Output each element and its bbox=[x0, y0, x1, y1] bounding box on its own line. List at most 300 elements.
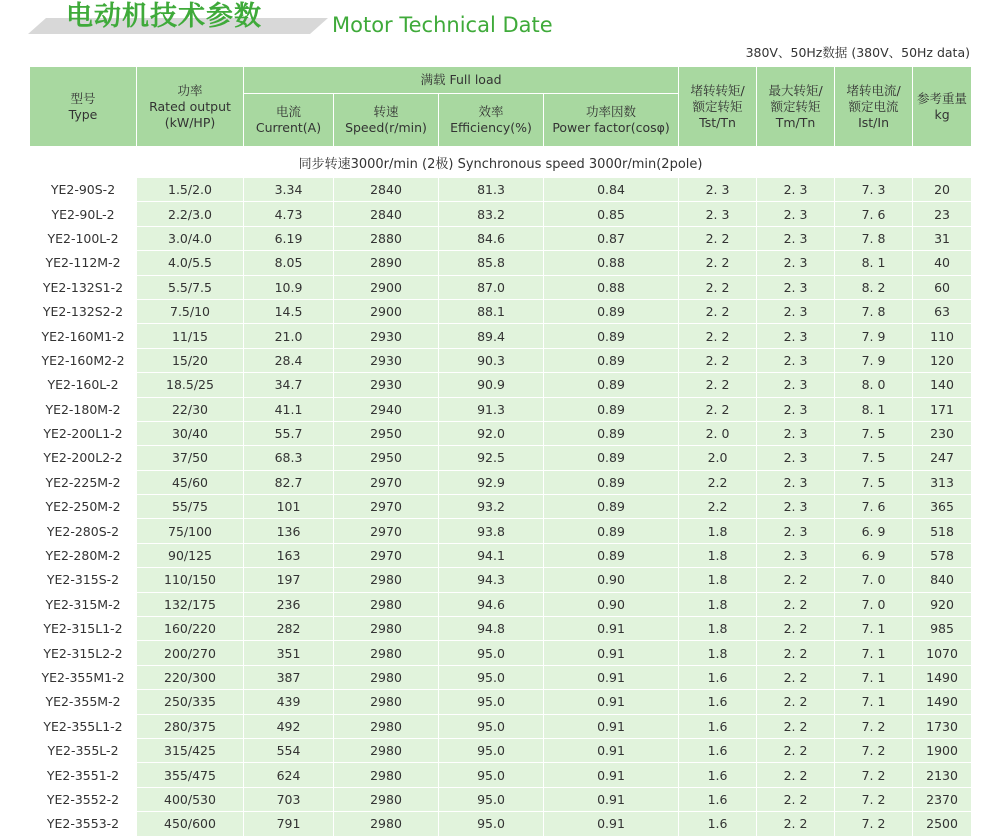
cell-tst-tn: 2. 0 bbox=[679, 421, 757, 445]
cell-tm-tn: 2. 3 bbox=[757, 251, 835, 275]
cell-power-factor: 0.91 bbox=[544, 738, 679, 762]
cell-speed: 2980 bbox=[334, 568, 439, 592]
cell-efficiency: 85.8 bbox=[439, 251, 544, 275]
cell-ist-in: 7. 2 bbox=[835, 763, 913, 787]
cell-speed: 2970 bbox=[334, 543, 439, 567]
cell-speed: 2930 bbox=[334, 324, 439, 348]
cell-weight: 1900 bbox=[913, 738, 972, 762]
cell-type: YE2-180M-2 bbox=[30, 397, 137, 421]
cell-power-factor: 0.91 bbox=[544, 787, 679, 811]
table-row bbox=[30, 178, 972, 202]
cell-current: 41.1 bbox=[244, 397, 334, 421]
table-row bbox=[30, 446, 972, 470]
cell-weight: 578 bbox=[913, 543, 972, 567]
cell-weight: 985 bbox=[913, 617, 972, 641]
motor-spec-table bbox=[29, 66, 972, 837]
cell-speed: 2970 bbox=[334, 519, 439, 543]
cell-ist-in: 7. 1 bbox=[835, 690, 913, 714]
cell-power-factor: 0.89 bbox=[544, 373, 679, 397]
cell-ist-in: 7. 2 bbox=[835, 812, 913, 836]
cell-tm-tn: 2. 3 bbox=[757, 275, 835, 299]
cell-type: YE2-225M-2 bbox=[30, 470, 137, 494]
data-condition-note: 380V、50Hz数据 (380V、50Hz data) bbox=[745, 45, 970, 60]
col-header-current: 电流 Current(A) bbox=[244, 94, 334, 147]
cell-type: YE2-90L-2 bbox=[30, 202, 137, 226]
cell-weight: 230 bbox=[913, 421, 972, 445]
cell-power-factor: 0.85 bbox=[544, 202, 679, 226]
cell-efficiency: 95.0 bbox=[439, 812, 544, 836]
cell-ist-in: 7. 5 bbox=[835, 470, 913, 494]
cell-power: 15/20 bbox=[137, 348, 244, 372]
cell-weight: 920 bbox=[913, 592, 972, 616]
cell-current: 68.3 bbox=[244, 446, 334, 470]
col-header-efficiency: 效率 Efficiency(%) bbox=[439, 94, 544, 147]
cell-tm-tn: 2. 2 bbox=[757, 665, 835, 689]
cell-weight: 2130 bbox=[913, 763, 972, 787]
cell-tm-tn: 2. 3 bbox=[757, 421, 835, 445]
cell-efficiency: 95.0 bbox=[439, 690, 544, 714]
page-title-cn: 电动机技术参数 bbox=[66, 1, 262, 32]
cell-ist-in: 8. 0 bbox=[835, 373, 913, 397]
table-row bbox=[30, 812, 972, 836]
cell-current: 197 bbox=[244, 568, 334, 592]
cell-weight: 2500 bbox=[913, 812, 972, 836]
cell-efficiency: 95.0 bbox=[439, 714, 544, 738]
cell-type: YE2-355L-2 bbox=[30, 738, 137, 762]
cell-type: YE2-280M-2 bbox=[30, 543, 137, 567]
page-title-en: Motor Technical Date bbox=[332, 13, 553, 37]
cell-power-factor: 0.88 bbox=[544, 275, 679, 299]
table-row bbox=[30, 202, 972, 226]
cell-power: 1.5/2.0 bbox=[137, 178, 244, 202]
cell-efficiency: 95.0 bbox=[439, 641, 544, 665]
cell-tm-tn: 2. 2 bbox=[757, 763, 835, 787]
cell-current: 282 bbox=[244, 617, 334, 641]
cell-efficiency: 95.0 bbox=[439, 787, 544, 811]
cell-tst-tn: 1.8 bbox=[679, 617, 757, 641]
cell-power: 7.5/10 bbox=[137, 299, 244, 323]
table-row bbox=[30, 665, 972, 689]
cell-weight: 313 bbox=[913, 470, 972, 494]
cell-speed: 2880 bbox=[334, 226, 439, 250]
cell-power-factor: 0.89 bbox=[544, 299, 679, 323]
cell-speed: 2980 bbox=[334, 714, 439, 738]
table-row bbox=[30, 226, 972, 250]
cell-power: 200/270 bbox=[137, 641, 244, 665]
cell-speed: 2840 bbox=[334, 178, 439, 202]
cell-ist-in: 8. 2 bbox=[835, 275, 913, 299]
cell-speed: 2930 bbox=[334, 348, 439, 372]
cell-power: 75/100 bbox=[137, 519, 244, 543]
cell-type: YE2-200L1-2 bbox=[30, 421, 137, 445]
cell-weight: 247 bbox=[913, 446, 972, 470]
cell-power-factor: 0.90 bbox=[544, 568, 679, 592]
cell-power-factor: 0.91 bbox=[544, 812, 679, 836]
cell-tm-tn: 2. 2 bbox=[757, 787, 835, 811]
cell-tm-tn: 2. 3 bbox=[757, 446, 835, 470]
cell-power: 280/375 bbox=[137, 714, 244, 738]
cell-ist-in: 6. 9 bbox=[835, 519, 913, 543]
cell-type: YE2-112M-2 bbox=[30, 251, 137, 275]
cell-speed: 2900 bbox=[334, 275, 439, 299]
cell-tst-tn: 2. 2 bbox=[679, 373, 757, 397]
cell-ist-in: 7. 1 bbox=[835, 641, 913, 665]
table-row bbox=[30, 421, 972, 445]
cell-weight: 23 bbox=[913, 202, 972, 226]
cell-efficiency: 94.8 bbox=[439, 617, 544, 641]
col-header-tm: 最大转矩/ 额定转矩 Tm/Tn bbox=[757, 67, 835, 147]
cell-weight: 40 bbox=[913, 251, 972, 275]
cell-speed: 2970 bbox=[334, 470, 439, 494]
cell-tst-tn: 2. 2 bbox=[679, 226, 757, 250]
cell-tst-tn: 2.2 bbox=[679, 495, 757, 519]
cell-current: 3.34 bbox=[244, 178, 334, 202]
table-row bbox=[30, 690, 972, 714]
cell-weight: 140 bbox=[913, 373, 972, 397]
cell-speed: 2970 bbox=[334, 495, 439, 519]
cell-type: YE2-315S-2 bbox=[30, 568, 137, 592]
table-row bbox=[30, 543, 972, 567]
cell-efficiency: 94.1 bbox=[439, 543, 544, 567]
col-header-power: 功率 Rated output (kW/HP) bbox=[137, 67, 244, 147]
cell-ist-in: 7. 1 bbox=[835, 617, 913, 641]
table-row bbox=[30, 299, 972, 323]
cell-type: YE2-100L-2 bbox=[30, 226, 137, 250]
cell-power: 2.2/3.0 bbox=[137, 202, 244, 226]
cell-tm-tn: 2. 2 bbox=[757, 812, 835, 836]
cell-ist-in: 7. 9 bbox=[835, 324, 913, 348]
cell-type: YE2-90S-2 bbox=[30, 178, 137, 202]
cell-speed: 2980 bbox=[334, 641, 439, 665]
table-row bbox=[30, 641, 972, 665]
cell-weight: 20 bbox=[913, 178, 972, 202]
cell-type: YE2-160M1-2 bbox=[30, 324, 137, 348]
cell-weight: 1730 bbox=[913, 714, 972, 738]
cell-tm-tn: 2. 3 bbox=[757, 178, 835, 202]
cell-ist-in: 7. 0 bbox=[835, 568, 913, 592]
cell-current: 136 bbox=[244, 519, 334, 543]
cell-ist-in: 7. 5 bbox=[835, 421, 913, 445]
table-row bbox=[30, 763, 972, 787]
cell-current: 554 bbox=[244, 738, 334, 762]
cell-efficiency: 81.3 bbox=[439, 178, 544, 202]
cell-power-factor: 0.88 bbox=[544, 251, 679, 275]
cell-speed: 2980 bbox=[334, 812, 439, 836]
cell-weight: 1490 bbox=[913, 690, 972, 714]
cell-current: 791 bbox=[244, 812, 334, 836]
table-row bbox=[30, 275, 972, 299]
cell-ist-in: 7. 3 bbox=[835, 178, 913, 202]
cell-weight: 1070 bbox=[913, 641, 972, 665]
cell-power-factor: 0.91 bbox=[544, 641, 679, 665]
cell-type: YE2-315L1-2 bbox=[30, 617, 137, 641]
cell-power: 355/475 bbox=[137, 763, 244, 787]
cell-weight: 120 bbox=[913, 348, 972, 372]
table-row bbox=[30, 251, 972, 275]
cell-tst-tn: 1.6 bbox=[679, 812, 757, 836]
cell-ist-in: 7. 8 bbox=[835, 299, 913, 323]
cell-ist-in: 7. 1 bbox=[835, 665, 913, 689]
cell-ist-in: 7. 6 bbox=[835, 202, 913, 226]
cell-tm-tn: 2. 2 bbox=[757, 690, 835, 714]
cell-tm-tn: 2. 3 bbox=[757, 373, 835, 397]
cell-weight: 365 bbox=[913, 495, 972, 519]
cell-efficiency: 91.3 bbox=[439, 397, 544, 421]
cell-power: 11/15 bbox=[137, 324, 244, 348]
col-header-type: 型号 Type bbox=[30, 67, 137, 147]
cell-power-factor: 0.91 bbox=[544, 763, 679, 787]
cell-power-factor: 0.89 bbox=[544, 495, 679, 519]
cell-tm-tn: 2. 2 bbox=[757, 617, 835, 641]
cell-tst-tn: 2.2 bbox=[679, 470, 757, 494]
cell-power-factor: 0.87 bbox=[544, 226, 679, 250]
cell-power: 90/125 bbox=[137, 543, 244, 567]
cell-power-factor: 0.91 bbox=[544, 617, 679, 641]
cell-speed: 2890 bbox=[334, 251, 439, 275]
table-row bbox=[30, 738, 972, 762]
col-header-ist: 堵转电流/ 额定电流 Ist/In bbox=[835, 67, 913, 147]
cell-type: YE2-3552-2 bbox=[30, 787, 137, 811]
cell-current: 10.9 bbox=[244, 275, 334, 299]
col-header-full-load: 满载 Full load bbox=[244, 67, 679, 94]
cell-efficiency: 83.2 bbox=[439, 202, 544, 226]
cell-type: YE2-160M2-2 bbox=[30, 348, 137, 372]
cell-current: 703 bbox=[244, 787, 334, 811]
cell-efficiency: 90.3 bbox=[439, 348, 544, 372]
cell-weight: 110 bbox=[913, 324, 972, 348]
group-label: 同步转速3000r/min (2极) Synchronous speed 3000r/min(2pole) bbox=[30, 147, 972, 178]
cell-tm-tn: 2. 3 bbox=[757, 397, 835, 421]
table-row bbox=[30, 568, 972, 592]
cell-current: 4.73 bbox=[244, 202, 334, 226]
cell-power-factor: 0.91 bbox=[544, 714, 679, 738]
cell-power: 250/335 bbox=[137, 690, 244, 714]
cell-power-factor: 0.89 bbox=[544, 397, 679, 421]
table-row bbox=[30, 592, 972, 616]
cell-efficiency: 90.9 bbox=[439, 373, 544, 397]
cell-efficiency: 93.8 bbox=[439, 519, 544, 543]
cell-speed: 2900 bbox=[334, 299, 439, 323]
table-row bbox=[30, 470, 972, 494]
cell-speed: 2950 bbox=[334, 446, 439, 470]
cell-ist-in: 8. 1 bbox=[835, 397, 913, 421]
cell-ist-in: 6. 9 bbox=[835, 543, 913, 567]
cell-current: 101 bbox=[244, 495, 334, 519]
cell-efficiency: 92.0 bbox=[439, 421, 544, 445]
cell-tst-tn: 1.6 bbox=[679, 763, 757, 787]
cell-power-factor: 0.89 bbox=[544, 324, 679, 348]
cell-tst-tn: 1.8 bbox=[679, 568, 757, 592]
cell-speed: 2930 bbox=[334, 373, 439, 397]
cell-power-factor: 0.91 bbox=[544, 665, 679, 689]
cell-tm-tn: 2. 2 bbox=[757, 641, 835, 665]
cell-power: 18.5/25 bbox=[137, 373, 244, 397]
cell-power: 450/600 bbox=[137, 812, 244, 836]
cell-tm-tn: 2. 3 bbox=[757, 495, 835, 519]
table-row bbox=[30, 348, 972, 372]
cell-type: YE2-250M-2 bbox=[30, 495, 137, 519]
col-header-power-factor: 功率因数 Power factor(cosφ) bbox=[544, 94, 679, 147]
table-row bbox=[30, 714, 972, 738]
cell-current: 55.7 bbox=[244, 421, 334, 445]
cell-power: 400/530 bbox=[137, 787, 244, 811]
cell-efficiency: 95.0 bbox=[439, 763, 544, 787]
cell-power-factor: 0.91 bbox=[544, 690, 679, 714]
cell-efficiency: 95.0 bbox=[439, 665, 544, 689]
cell-type: YE2-315M-2 bbox=[30, 592, 137, 616]
cell-current: 28.4 bbox=[244, 348, 334, 372]
cell-tm-tn: 2. 3 bbox=[757, 348, 835, 372]
cell-tst-tn: 1.8 bbox=[679, 543, 757, 567]
cell-tm-tn: 2. 3 bbox=[757, 324, 835, 348]
cell-tst-tn: 1.6 bbox=[679, 787, 757, 811]
cell-weight: 1490 bbox=[913, 665, 972, 689]
cell-power: 220/300 bbox=[137, 665, 244, 689]
cell-tst-tn: 2. 2 bbox=[679, 299, 757, 323]
table-row bbox=[30, 397, 972, 421]
cell-tst-tn: 1.6 bbox=[679, 690, 757, 714]
cell-speed: 2980 bbox=[334, 787, 439, 811]
cell-power: 315/425 bbox=[137, 738, 244, 762]
table-row bbox=[30, 519, 972, 543]
cell-speed: 2980 bbox=[334, 617, 439, 641]
cell-type: YE2-132S2-2 bbox=[30, 299, 137, 323]
cell-ist-in: 7. 0 bbox=[835, 592, 913, 616]
cell-power-factor: 0.89 bbox=[544, 446, 679, 470]
cell-ist-in: 7. 6 bbox=[835, 495, 913, 519]
col-header-weight: 参考重量 kg bbox=[913, 67, 972, 147]
cell-current: 236 bbox=[244, 592, 334, 616]
cell-power-factor: 0.89 bbox=[544, 421, 679, 445]
cell-type: YE2-200L2-2 bbox=[30, 446, 137, 470]
cell-current: 6.19 bbox=[244, 226, 334, 250]
cell-power-factor: 0.84 bbox=[544, 178, 679, 202]
cell-ist-in: 7. 5 bbox=[835, 446, 913, 470]
cell-tst-tn: 1.8 bbox=[679, 641, 757, 665]
cell-weight: 840 bbox=[913, 568, 972, 592]
cell-tst-tn: 2.0 bbox=[679, 446, 757, 470]
cell-power: 110/150 bbox=[137, 568, 244, 592]
cell-power: 30/40 bbox=[137, 421, 244, 445]
col-header-speed: 转速 Speed(r/min) bbox=[334, 94, 439, 147]
cell-type: YE2-315L2-2 bbox=[30, 641, 137, 665]
cell-power: 22/30 bbox=[137, 397, 244, 421]
cell-tst-tn: 2. 2 bbox=[679, 397, 757, 421]
cell-tst-tn: 1.6 bbox=[679, 665, 757, 689]
cell-type: YE2-280S-2 bbox=[30, 519, 137, 543]
cell-tst-tn: 2. 2 bbox=[679, 251, 757, 275]
table-row bbox=[30, 373, 972, 397]
cell-efficiency: 93.2 bbox=[439, 495, 544, 519]
cell-power-factor: 0.89 bbox=[544, 543, 679, 567]
table-row bbox=[30, 787, 972, 811]
col-header-tst: 堵转转矩/ 额定转矩 Tst/Tn bbox=[679, 67, 757, 147]
cell-weight: 63 bbox=[913, 299, 972, 323]
cell-weight: 171 bbox=[913, 397, 972, 421]
cell-ist-in: 7. 2 bbox=[835, 738, 913, 762]
cell-current: 351 bbox=[244, 641, 334, 665]
cell-weight: 60 bbox=[913, 275, 972, 299]
cell-power: 5.5/7.5 bbox=[137, 275, 244, 299]
cell-efficiency: 88.1 bbox=[439, 299, 544, 323]
cell-tm-tn: 2. 3 bbox=[757, 519, 835, 543]
cell-type: YE2-3553-2 bbox=[30, 812, 137, 836]
table-row bbox=[30, 617, 972, 641]
cell-tst-tn: 1.8 bbox=[679, 592, 757, 616]
cell-weight: 518 bbox=[913, 519, 972, 543]
cell-power: 4.0/5.5 bbox=[137, 251, 244, 275]
cell-power: 132/175 bbox=[137, 592, 244, 616]
cell-efficiency: 84.6 bbox=[439, 226, 544, 250]
cell-ist-in: 7. 8 bbox=[835, 226, 913, 250]
cell-speed: 2980 bbox=[334, 592, 439, 616]
cell-power-factor: 0.89 bbox=[544, 470, 679, 494]
cell-speed: 2950 bbox=[334, 421, 439, 445]
table-row bbox=[30, 495, 972, 519]
cell-tst-tn: 1.8 bbox=[679, 519, 757, 543]
cell-power: 3.0/4.0 bbox=[137, 226, 244, 250]
cell-type: YE2-355M-2 bbox=[30, 690, 137, 714]
cell-tst-tn: 2. 3 bbox=[679, 178, 757, 202]
cell-type: YE2-160L-2 bbox=[30, 373, 137, 397]
cell-efficiency: 87.0 bbox=[439, 275, 544, 299]
cell-current: 439 bbox=[244, 690, 334, 714]
cell-efficiency: 95.0 bbox=[439, 738, 544, 762]
cell-current: 34.7 bbox=[244, 373, 334, 397]
cell-tm-tn: 2. 3 bbox=[757, 470, 835, 494]
cell-speed: 2980 bbox=[334, 690, 439, 714]
cell-current: 163 bbox=[244, 543, 334, 567]
cell-tm-tn: 2. 2 bbox=[757, 592, 835, 616]
cell-tst-tn: 2. 2 bbox=[679, 324, 757, 348]
cell-current: 492 bbox=[244, 714, 334, 738]
cell-current: 387 bbox=[244, 665, 334, 689]
cell-speed: 2940 bbox=[334, 397, 439, 421]
cell-tst-tn: 2. 3 bbox=[679, 202, 757, 226]
cell-speed: 2980 bbox=[334, 738, 439, 762]
cell-ist-in: 7. 2 bbox=[835, 787, 913, 811]
cell-current: 14.5 bbox=[244, 299, 334, 323]
cell-tm-tn: 2. 3 bbox=[757, 202, 835, 226]
cell-efficiency: 94.3 bbox=[439, 568, 544, 592]
cell-tm-tn: 2. 3 bbox=[757, 543, 835, 567]
cell-ist-in: 7. 9 bbox=[835, 348, 913, 372]
cell-tm-tn: 2. 2 bbox=[757, 738, 835, 762]
cell-power-factor: 0.89 bbox=[544, 348, 679, 372]
cell-current: 624 bbox=[244, 763, 334, 787]
cell-tst-tn: 1.6 bbox=[679, 738, 757, 762]
group-row bbox=[30, 147, 972, 178]
cell-type: YE2-132S1-2 bbox=[30, 275, 137, 299]
cell-efficiency: 94.6 bbox=[439, 592, 544, 616]
cell-ist-in: 8. 1 bbox=[835, 251, 913, 275]
cell-tst-tn: 2. 2 bbox=[679, 275, 757, 299]
cell-weight: 2370 bbox=[913, 787, 972, 811]
cell-ist-in: 7. 2 bbox=[835, 714, 913, 738]
cell-power-factor: 0.89 bbox=[544, 519, 679, 543]
cell-efficiency: 92.5 bbox=[439, 446, 544, 470]
cell-power: 45/60 bbox=[137, 470, 244, 494]
cell-efficiency: 92.9 bbox=[439, 470, 544, 494]
cell-type: YE2-355M1-2 bbox=[30, 665, 137, 689]
cell-speed: 2980 bbox=[334, 665, 439, 689]
cell-current: 82.7 bbox=[244, 470, 334, 494]
cell-tm-tn: 2. 2 bbox=[757, 714, 835, 738]
cell-current: 8.05 bbox=[244, 251, 334, 275]
table-row bbox=[30, 324, 972, 348]
cell-power: 55/75 bbox=[137, 495, 244, 519]
cell-power: 160/220 bbox=[137, 617, 244, 641]
